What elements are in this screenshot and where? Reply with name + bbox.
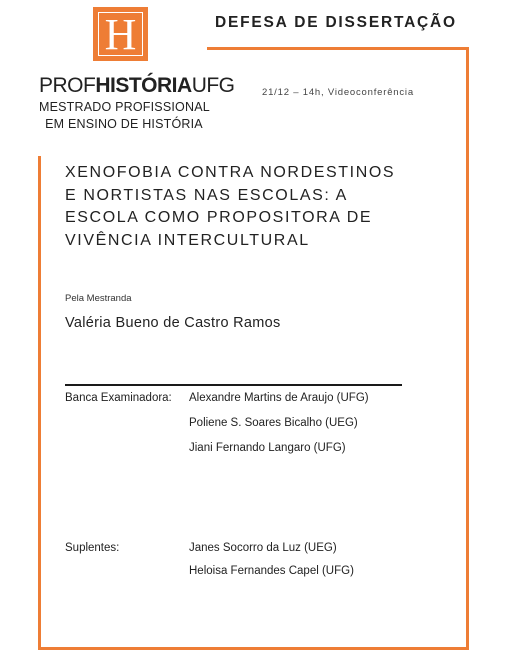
substitutes-label: Suplentes: [65, 542, 120, 554]
substitute-member: Heloisa Fernandes Capel (UFG) [189, 565, 354, 577]
author-label: Pela Mestranda [65, 293, 132, 304]
brand-prof: PROF [39, 74, 96, 97]
brand-historia: HISTÓRIA [95, 74, 192, 97]
brand-wordmark [39, 74, 235, 98]
brand-ufg: UFG [191, 74, 235, 97]
frame-bottom-line [38, 647, 469, 650]
committee-member: Jiani Fernando Langaro (UFG) [189, 442, 346, 454]
program-line-1: MESTRADO PROFISSIONAL [39, 100, 210, 114]
logo-h-icon [93, 7, 148, 61]
title-line: VIVÊNCIA INTERCULTURAL [65, 231, 310, 249]
logo-letter: H [104, 10, 137, 59]
frame-right-line [466, 47, 469, 650]
dissertation-title [65, 162, 465, 252]
author-name: Valéria Bueno de Castro Ramos [65, 315, 281, 331]
frame-top-line [207, 47, 469, 50]
committee-label: Banca Examinadora: [65, 392, 172, 404]
divider [65, 384, 402, 386]
substitute-member: Janes Socorro da Luz (UEG) [189, 542, 337, 554]
frame-left-line [38, 156, 41, 650]
title-line: ESCOLA COMO PROPOSITORA DE [65, 209, 373, 226]
committee-member: Alexandre Martins de Araujo (UFG) [189, 392, 369, 404]
page-heading: DEFESA DE DISSERTAÇÃO [215, 14, 457, 31]
committee-member: Poliene S. Soares Bicalho (UEG) [189, 417, 358, 429]
title-line: XENOFOBIA CONTRA NORDESTINOS [65, 164, 396, 181]
program-line-2: EM ENSINO DE HISTÓRIA [45, 117, 203, 131]
title-line: E NORTISTAS NAS ESCOLAS: A [65, 186, 348, 204]
date-info: 21/12 – 14h, Videoconferência [262, 87, 414, 98]
